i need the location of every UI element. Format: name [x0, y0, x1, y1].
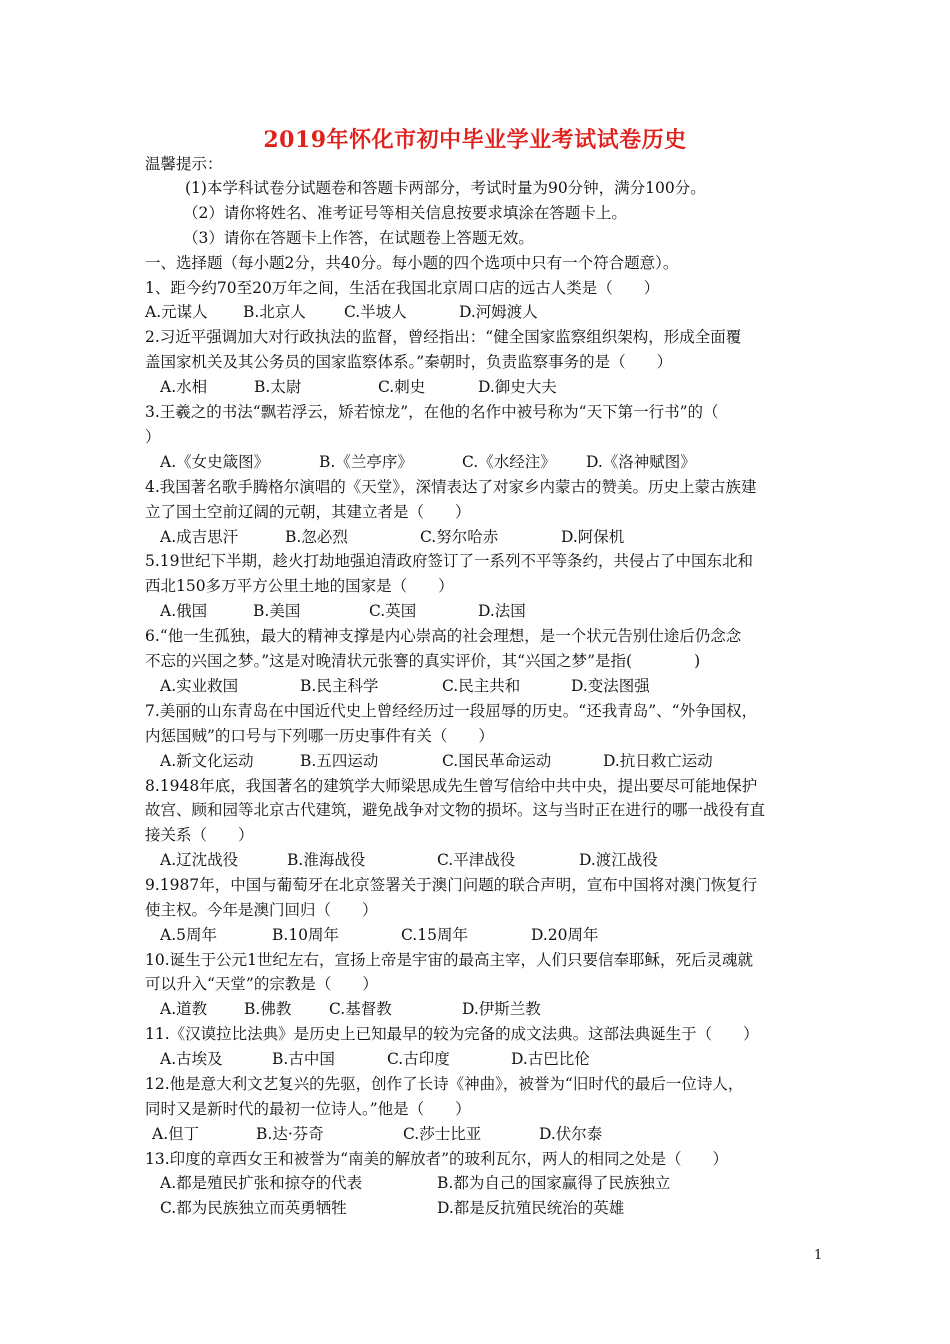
question-9-text: 使主权。今年是澳门回归（ ） — [145, 901, 378, 919]
question-4-text: 立了国土空前辽阔的元朝，其建立者是（ ） — [145, 503, 471, 521]
option-d: D.御史大夫 — [478, 378, 557, 396]
option-b: B.都为自己的国家赢得了民族独立 — [437, 1174, 671, 1192]
tip-item: （3）请你在答题卡上作答，在试题卷上答题无效。 — [183, 229, 534, 247]
question-6-text: 6.“他一生孤独，最大的精神支撑是内心崇高的社会理想，是一个状元告别仕途后仍念念 — [145, 627, 742, 645]
question-13-text: 13.印度的章西女王和被誉为“南美的解放者”的玻利瓦尔，两人的相同之处是（ ） — [145, 1150, 729, 1168]
tip-item: (1)本学科试卷分试题卷和答题卡两部分，考试时量为90分钟，满分100分。 — [185, 179, 706, 197]
exam-title: 2019年怀化市初中毕业学业考试试卷历史 — [263, 127, 687, 153]
option-a: A.俄国 — [160, 602, 208, 620]
option-d: D.伊斯兰教 — [462, 1000, 541, 1018]
option-a: A.水相 — [160, 378, 208, 396]
option-b: B.达·芬奇 — [256, 1125, 324, 1143]
option-d: D.变法图强 — [571, 677, 650, 695]
option-c: C.刺史 — [378, 378, 426, 396]
option-a: A.《女史箴图》 — [160, 453, 270, 471]
option-b: B.《兰亭序》 — [319, 453, 413, 471]
option-d: D.河姆渡人 — [459, 303, 538, 321]
question-7-text: 7.美丽的山东青岛在中国近代史上曾经经历过一段屈辱的历史。“还我青岛”、“外争国权， — [145, 702, 758, 720]
option-a: A.新文化运动 — [160, 752, 254, 770]
question-2-text: 盖国家机关及其公务员的国家监察体系。”秦朝时，负责监察事务的是（ ） — [145, 353, 673, 371]
option-c: C.民主共和 — [442, 677, 521, 695]
question-5-text: 5.19世纪下半期，趁火打劫地强迫清政府签订了一系列不平等条约，共侵占了中国东北和 — [145, 552, 754, 570]
option-a: A.辽沈战役 — [160, 851, 239, 869]
question-9-text: 9.1987年，中国与葡萄牙在北京签署关于澳门问题的联合声明，宣布中国将对澳门恢复行 — [145, 876, 758, 894]
question-7-text: 内惩国贼”的口号与下列哪一历史事件有关（ ） — [145, 727, 494, 745]
option-d: D.20周年 — [531, 926, 599, 944]
page-number: 1 — [814, 1248, 823, 1263]
option-c: C.15周年 — [401, 926, 468, 944]
question-3-text: 3.王羲之的书法“飘若浮云，矫若惊龙”，在他的名作中被号称为“天下第一行书”的（ — [145, 403, 719, 421]
question-3-text: ） — [145, 428, 161, 446]
tips-heading: 温馨提示： — [145, 155, 223, 173]
question-2-text: 2.习近平强调加大对行政执法的监督，曾经指出：“健全国家监察组织架构，形成全面覆 — [145, 328, 742, 346]
option-b: B.忽必烈 — [285, 528, 348, 546]
option-d: D.阿保机 — [561, 528, 625, 546]
option-c: C.英国 — [369, 602, 417, 620]
question-8-text: 接关系（ ） — [145, 826, 254, 844]
question-1-text: 1、距今约70至20万年之间，生活在我国北京周口店的远古人类是（ ） — [145, 279, 660, 297]
option-c: C.《水经注》 — [462, 453, 556, 471]
option-a: A.都是殖民扩张和掠夺的代表 — [160, 1174, 363, 1192]
option-c: C.努尔哈赤 — [420, 528, 499, 546]
question-8-text: 故宫、顾和园等北京古代建筑，避免战争对文物的损坏。这与当时正在进行的哪一战役有直 — [145, 801, 766, 819]
option-c: C.莎士比亚 — [403, 1125, 482, 1143]
option-a: A.但丁 — [152, 1125, 200, 1143]
question-11-text: 11.《汉谟拉比法典》是历史上已知最早的较为完备的成文法典。这部法典诞生于（ ） — [145, 1025, 759, 1043]
option-b: B.古中国 — [272, 1050, 335, 1068]
section-heading: 一、选择题（每小题2分，共40分。每小题的四个选项中只有一个符合题意）。 — [145, 254, 679, 272]
option-b: B.民主科学 — [300, 677, 379, 695]
option-b: B.五四运动 — [300, 752, 379, 770]
option-d: D.《洛神赋图》 — [586, 453, 696, 471]
option-c: C.半坡人 — [344, 303, 407, 321]
option-b: B.美国 — [253, 602, 301, 620]
option-d: D.抗日救亡运动 — [603, 752, 713, 770]
option-b: B.太尉 — [254, 378, 302, 396]
question-4-text: 4.我国著名歌手腾格尔演唱的《天堂》，深情表达了对家乡内蒙古的赞美。历史上蒙古族建 — [145, 478, 757, 496]
question-12-text: 同时又是新时代的最初一位诗人。”他是（ ） — [145, 1100, 471, 1118]
option-a: A.古埃及 — [160, 1050, 223, 1068]
option-a: A.5周年 — [160, 926, 217, 944]
question-8-text: 8.1948年底，我国著名的建筑学大师梁思成先生曾写信给中共中央，提出要尽可能地保护 — [145, 777, 758, 795]
option-a: A.元谋人 — [145, 303, 208, 321]
option-a: A.成吉思汗 — [160, 528, 239, 546]
option-c: C.平津战役 — [437, 851, 516, 869]
tip-item: （2）请你将姓名、准考证号等相关信息按要求填涂在答题卡上。 — [183, 204, 627, 222]
option-b: B.10周年 — [272, 926, 340, 944]
option-c: C.古印度 — [387, 1050, 450, 1068]
option-c: C.都为民族独立而英勇牺牲 — [160, 1199, 347, 1217]
option-b: B.佛教 — [244, 1000, 292, 1018]
question-6-text: 不忘的兴国之梦。”这是对晚清状元张謇的真实评价，其“兴国之梦”是指( ) — [145, 652, 701, 670]
option-d: D.渡江战役 — [579, 851, 658, 869]
option-d: D.伏尔泰 — [539, 1125, 603, 1143]
option-a: A.道教 — [160, 1000, 208, 1018]
option-c: C.国民革命运动 — [442, 752, 552, 770]
option-b: B.淮海战役 — [287, 851, 366, 869]
option-d: D.都是反抗殖民统治的英雄 — [437, 1199, 625, 1217]
question-5-text: 西北150多万平方公里土地的国家是（ ） — [145, 577, 454, 595]
question-10-text: 10.诞生于公元1世纪左右，宣扬上帝是宇宙的最高主宰，人们只要信奉耶稣，死后灵魂就 — [145, 951, 754, 969]
option-c: C.基督教 — [329, 1000, 392, 1018]
option-b: B.北京人 — [243, 303, 306, 321]
question-10-text: 可以升入“天堂”的宗教是（ ） — [145, 975, 378, 993]
option-a: A.实业救国 — [160, 677, 239, 695]
option-d: D.法国 — [478, 602, 526, 620]
question-12-text: 12.他是意大利文艺复兴的先驱，创作了长诗《神曲》，被誉为“旧时代的最后一位诗人， — [145, 1075, 744, 1093]
option-d: D.古巴比伦 — [511, 1050, 590, 1068]
